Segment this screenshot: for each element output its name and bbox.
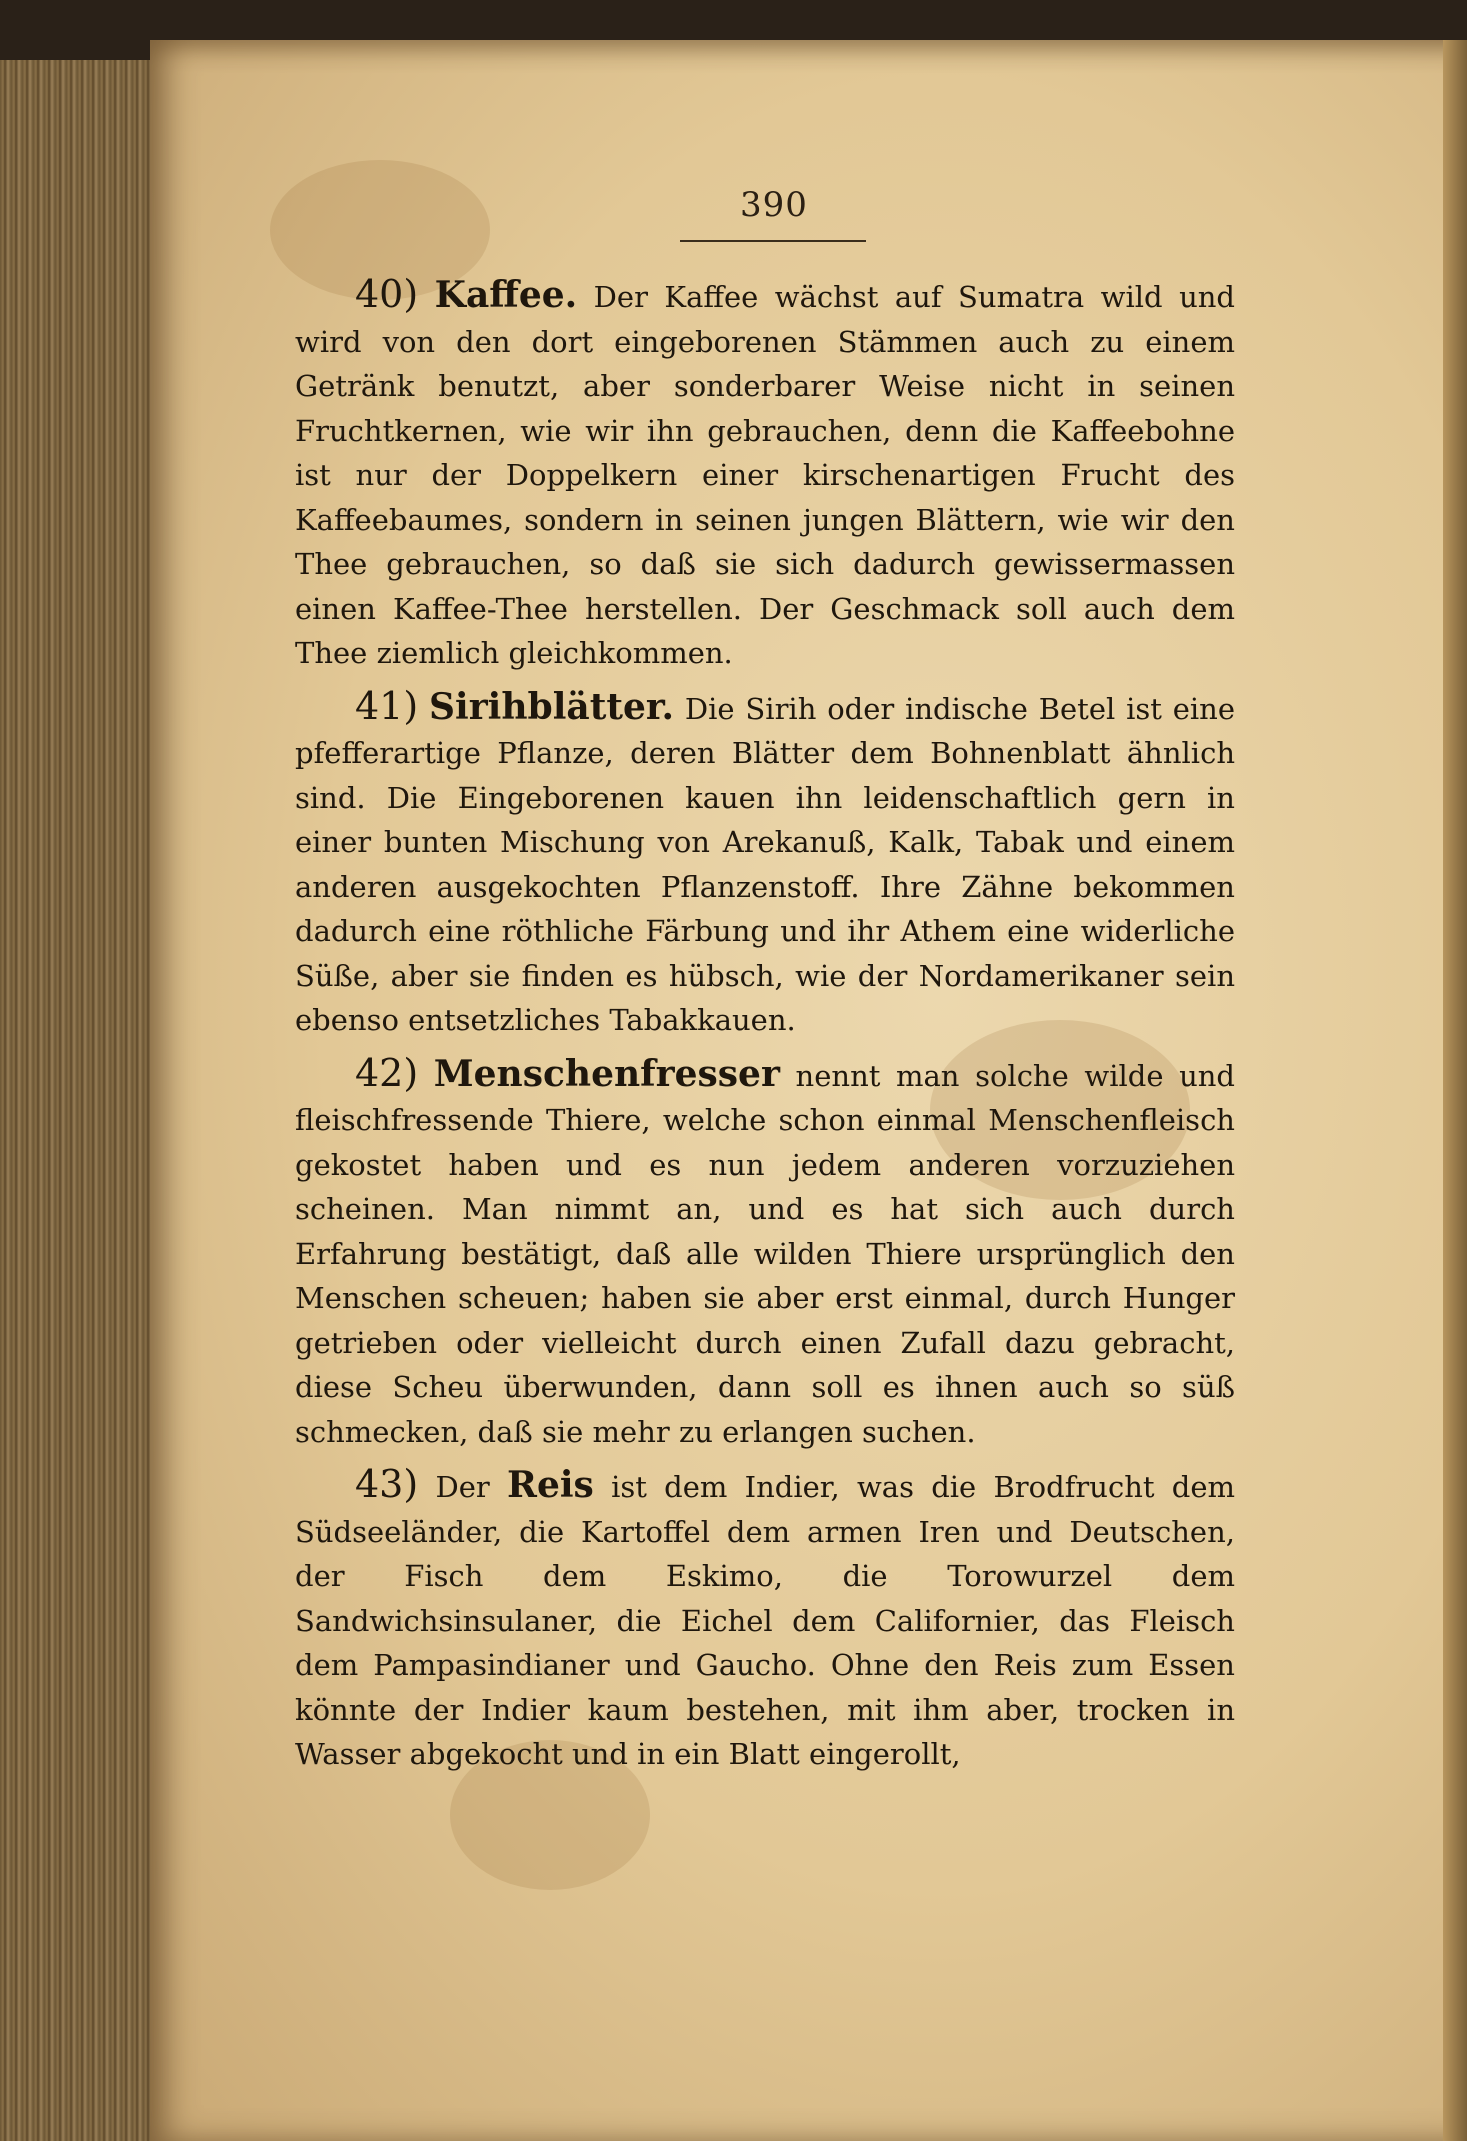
entry-heading: Reis [507, 1464, 594, 1506]
page-body [295, 272, 1235, 1785]
entry-text: nennt man solche wilde und fleischfressende Thiere, welche schon einmal Menschenfleisch gekostet haben und es nun jedem anderen vorzuziehen scheinen. Man nimmt an, und es hat sich auch durch Erfahrung bestätigt, daß alle wilden Thiere ursprünglich den Menschen scheuen; haben sie aber erst einmal, durch Hunger getrieben oder vielleicht durch einen Zufall dazu gebracht, diese Scheu überwunden, dann soll es ihnen auch so süß schmecken, daß sie mehr zu erlangen suchen. [295, 1058, 1236, 1449]
entry-41 [295, 684, 1235, 1043]
entry-number: 43) [355, 1462, 419, 1506]
entry-text: Die Sirih oder indische Betel ist eine pfefferartige Pflanze, deren Blätter dem Bohnenblatt ähnlich sind. Die Eingeborenen kauen ihn leidenschaftlich gern in einer bunten Mischung von Arekanuß, Kalk, Tabak und einem anderen ausgekochten Pflanzenstoff. Ihre Zähne bekommen dadurch eine röthliche Färbung und ihr Athem eine widerliche Süße, aber sie finden es hübsch, wie der Nordamerikaner sein ebenso entsetzliches Tabakkauen. [295, 691, 1236, 1037]
entry-40 [295, 272, 1235, 676]
entry-heading: Sirihblätter. [429, 685, 675, 728]
entry-number: 40) [355, 272, 419, 316]
page-edges [0, 60, 162, 2141]
entry-text: ist dem Indier, was die Brodfrucht dem Südseeländer, die Kartoffel dem armen Iren und Deutschen, der Fisch dem Eskimo, die Torowurzel dem Sandwichsinsulaner, die Eichel dem Californier, das Fleisch dem Pampasindianer und Gaucho. Ohne den Reis zum Essen könnte der Indier kaum bestehen, mit ihm aber, trocken in Wasser abgekocht und in ein Blatt eingerollt, [295, 1470, 1236, 1771]
entry-text: Der Kaffee wächst auf Sumatra wild und wird von den dort eingeborenen Stämmen auch zu einem Getränk benutzt, aber sonderbarer Weise nicht in seinen Fruchtkernen, wie wir ihn gebrauchen, denn die Kaffeebohne ist nur der Doppelkern einer kirschenartigen Frucht des Kaffeebaumes, sondern in seinen jungen Blättern, wie wir den Thee gebrauchen, so daß sie sich dadurch gewissermassen einen Kaffee-Thee herstellen. Der Geschmack soll auch dem Thee ziemlich gleichkommen. [295, 280, 1235, 670]
page-number: 390 [740, 185, 808, 225]
page-number-rule [680, 240, 866, 242]
entry-number: 41) [355, 683, 419, 728]
page-right-edge [1443, 40, 1467, 2141]
entry-42 [295, 1051, 1235, 1455]
entry-heading-prefix: Der [435, 1470, 490, 1504]
entry-43 [295, 1462, 1235, 1777]
entry-number: 42) [355, 1050, 419, 1095]
entry-heading: Menschenfresser [433, 1052, 780, 1095]
entry-heading: Kaffee. [434, 274, 578, 316]
